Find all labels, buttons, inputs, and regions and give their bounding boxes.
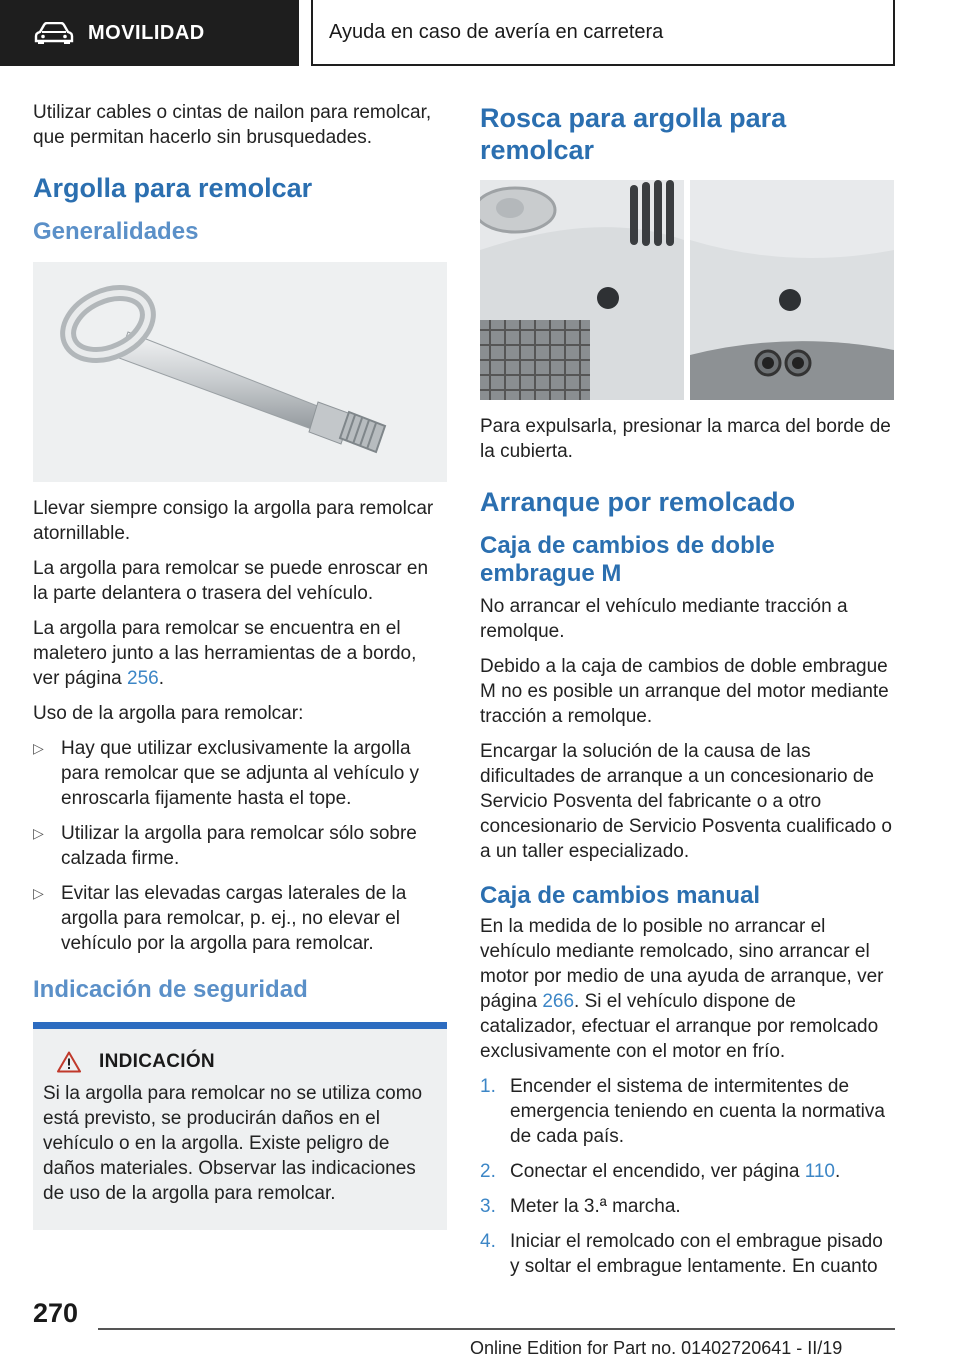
- car-bumper-photo: [480, 180, 894, 400]
- page-link-256[interactable]: 256: [127, 668, 159, 689]
- chapter-title: Ayuda en caso de avería en carretera: [311, 0, 895, 66]
- usage-list: [33, 736, 447, 956]
- page-link-266[interactable]: 266: [542, 991, 575, 1012]
- paragraph-doble-2: Debido a la caja de cambios de doble embrague M no es posible un arranque del motor mediante tracción a remolque.: [480, 656, 889, 727]
- paragraph-expulsar: Para expulsarla, presionar la marca del borde de la cubierta.: [480, 416, 891, 462]
- paragraph-maletero: La argolla para remolcar se encuentra en el maletero junto a las herramientas de a bordo, ver página 256.: [33, 618, 417, 689]
- step-number: 2.: [480, 1161, 496, 1182]
- paragraph-doble-3: Encargar la solución de la causa de las dificultades de arranque a un concesionario de Servicio Posventa del fabricante o a otro concesionario de Servicio Posventa cualificado o a un taller especializado.: [480, 741, 892, 862]
- steps-list: [480, 1074, 894, 1279]
- list-item: ▷ Hay que utilizar exclusivamente la argolla para remolcar que se adjunta al vehículo y enroscarla fijamente hasta el tope.: [33, 738, 420, 809]
- intro-paragraph: Utilizar cables o cintas de nailon para remolcar, que permitan hacerlo sin brusquedades.: [33, 102, 432, 148]
- page-header: [0, 0, 960, 66]
- paragraph-doble-1: No arrancar el vehículo mediante tracción a remolque.: [480, 596, 848, 642]
- warning-icon: [57, 1051, 81, 1073]
- front-bumper-image: [480, 180, 684, 400]
- section-tab: [0, 0, 299, 66]
- rear-bumper-image: [690, 180, 894, 400]
- list-item: ▷ Utilizar la argolla para remolcar sólo sobre calzada firme.: [33, 823, 417, 869]
- heading-manual: Caja de cambios manual: [480, 882, 761, 909]
- page-link-110[interactable]: 110: [804, 1161, 835, 1182]
- section-label: MOVILIDAD: [88, 21, 205, 44]
- heading-argolla: Argolla para remolcar: [33, 173, 313, 203]
- notice-title: INDICACIÓN: [99, 1051, 215, 1072]
- list-item: ▷ Evitar las elevadas cargas laterales de la argolla para remolcar, p. ej., no elevar el vehículo por la argolla para remolcar.: [33, 883, 407, 954]
- list-item: 4. Iniciar el remolcado con el embrague pisado y soltar el embrague lentamente. En cuanto: [480, 1231, 883, 1277]
- paragraph-enroscar: La argolla para remolcar se puede enroscar en la parte delantera o trasera del vehículo.: [33, 558, 429, 604]
- heading-doble-embrague: Caja de cambios de doble embrague M: [480, 532, 775, 587]
- paragraph-llevar: Llevar siempre consigo la argolla para remolcar atornillable.: [33, 498, 434, 544]
- notice-rule: [33, 1022, 447, 1029]
- notice-box: [33, 1029, 447, 1230]
- tow-ring-illustration: [33, 262, 447, 482]
- heading-rosca: Rosca para argolla para remolcar: [480, 103, 787, 165]
- paragraph-manual: En la medida de lo posible no arrancar el vehículo mediante remolcado, sino arrancar el motor por medio de una ayuda de arranque, ver página 266. Si el vehículo dispone de catalizador, efectuar el arranque por remolcado exclusivamente con el motor en frío.: [480, 916, 884, 1062]
- right-column: [480, 100, 894, 1289]
- left-column: [33, 100, 447, 1230]
- car-icon: [34, 22, 74, 44]
- list-item: 2. Conectar el encendido, ver página 110.: [480, 1161, 841, 1182]
- heading-seguridad: Indicación de seguridad: [33, 976, 308, 1003]
- triangle-bullet-icon: ▷: [33, 740, 44, 756]
- step-number: 1.: [480, 1076, 496, 1097]
- step-number: 4.: [480, 1231, 496, 1252]
- footer-divider: [98, 1328, 895, 1330]
- paragraph-uso: Uso de la argolla para remolcar:: [33, 703, 304, 724]
- list-item: 1. Encender el sistema de intermitentes de emergencia teniendo en cuenta la normativa de cada país.: [480, 1076, 885, 1147]
- heading-generalidades: Generalidades: [33, 218, 199, 245]
- edition-note: Online Edition for Part no. 01402720641 - II/19: [470, 1338, 843, 1358]
- notice-text: Si la argolla para remolcar no se utiliza como está previsto, se producirán daños en el vehículo o en la argolla. Existe peligro de daños materiales. Observar las indicaciones de uso de la argolla para remolcar.: [43, 1083, 423, 1204]
- list-item: 3. Meter la 3.ª marcha.: [480, 1196, 681, 1217]
- triangle-bullet-icon: ▷: [33, 885, 44, 901]
- step-number: 3.: [480, 1196, 496, 1217]
- page-number: 270: [33, 1298, 79, 1328]
- triangle-bullet-icon: ▷: [33, 825, 44, 841]
- heading-arranque: Arranque por remolcado: [480, 487, 796, 517]
